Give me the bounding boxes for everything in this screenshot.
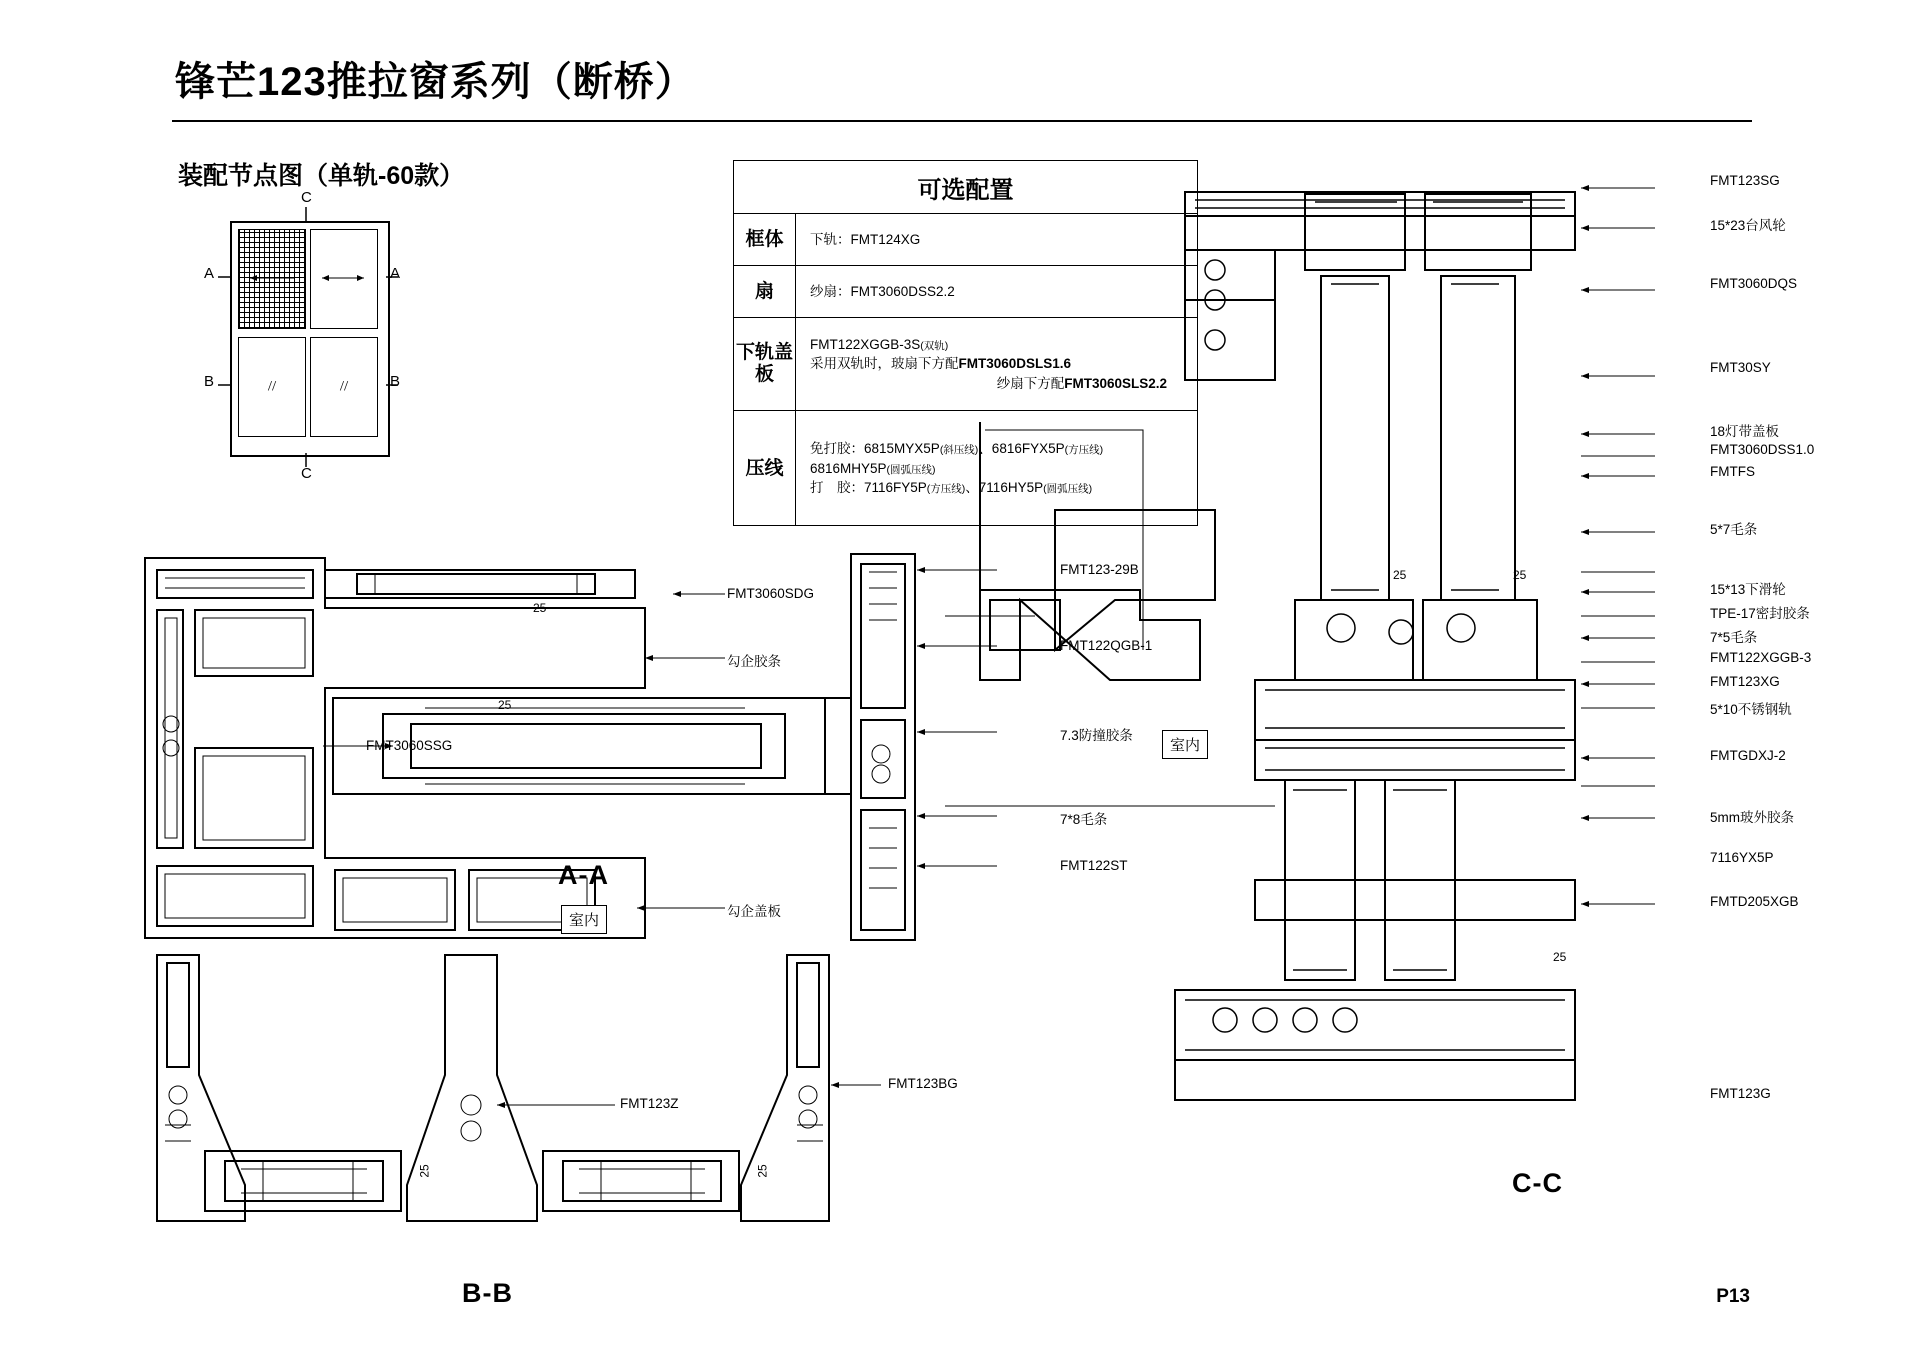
config-row-bottom-track-cover xyxy=(734,318,1197,411)
callout-aa-3: FMT3060SSG xyxy=(366,738,453,753)
section-cc-drawing xyxy=(1155,180,1735,1180)
callout-cc-12: FMT122XGGB-3 xyxy=(1710,650,1812,665)
callout-cc-5: 18灯带盖板 xyxy=(1710,424,1780,439)
section-cc-left-bracket xyxy=(960,420,1220,940)
config-value-line: FMT122XGGB-3S(双轨) xyxy=(810,336,949,352)
config-row-key: 框体 xyxy=(734,214,796,265)
section-cc-dim-3: 25 xyxy=(1553,950,1567,964)
config-row-key: 扇 xyxy=(734,266,796,317)
callout-cc-18: FMTD205XGB xyxy=(1710,894,1799,909)
config-value-line: 纱扇：FMT3060DSS2.2 xyxy=(810,283,955,299)
config-row-sash xyxy=(734,266,1197,318)
callout-aa-4: 勾企盖板 xyxy=(727,904,781,919)
section-bb-dim-2: 25 xyxy=(755,1164,770,1178)
callout-cc-3: FMT3060DQS xyxy=(1710,276,1798,291)
callout-aa-7: 7.3防撞胶条 xyxy=(1060,728,1133,743)
callout-bb-1: FMT123Z xyxy=(620,1096,679,1111)
config-row-frame xyxy=(734,214,1197,266)
key-plan-arrows xyxy=(218,207,401,467)
callout-aa-8: 7*8毛条 xyxy=(1060,812,1108,827)
config-row-key: 下轨盖板 xyxy=(734,318,796,410)
callout-cc-11: 7*5毛条 xyxy=(1710,630,1758,645)
config-value-line: 打 胶：7116FY5P(方压线)、7116HY5P(圆弧压线) xyxy=(810,480,1093,496)
page-number: P13 xyxy=(1716,1286,1750,1307)
config-row-key: 压线 xyxy=(734,411,796,526)
config-value-line: 6816MHY5P(圆弧压线) xyxy=(810,460,936,476)
key-plan-mark-c-top: C xyxy=(301,189,312,206)
section-subtitle: 装配节点图（单轨-60款） xyxy=(178,162,465,190)
key-plan-mark-a-left: A xyxy=(204,265,215,282)
callout-cc-17: 7116YX5P xyxy=(1710,850,1774,865)
callout-aa-5: FMT123-29B xyxy=(1060,562,1139,577)
section-bb-drawing xyxy=(145,955,845,1245)
callout-cc-10: TPE-17密封胶条 xyxy=(1710,606,1810,621)
config-row-value xyxy=(796,214,1197,265)
callout-cc-13: FMT123XG xyxy=(1710,674,1780,689)
callout-cc-19: FMT123G xyxy=(1710,1086,1771,1101)
key-plan-mark-b-right: B xyxy=(390,373,401,390)
section-cc-dim-2: 25 xyxy=(1513,568,1527,582)
section-cc-label: C-C xyxy=(1512,1168,1563,1198)
config-value-line: 纱扇下方配FMT3060SLS2.2 xyxy=(996,375,1167,391)
callout-cc-16: 5mm玻外胶条 xyxy=(1710,810,1794,825)
config-value-line: 采用双轨时，玻扇下方配FMT3060DSLS1.6 xyxy=(810,356,1072,372)
callout-cc-4: FMT30SY xyxy=(1710,360,1771,375)
key-plan-mark-c-bottom: C xyxy=(301,465,312,482)
key-plan-elevation xyxy=(204,189,401,482)
section-cc-dim-1: 25 xyxy=(1393,568,1407,582)
config-value-line: 下轨：FMT124XG xyxy=(810,231,921,247)
callout-cc-1: FMT123SG xyxy=(1710,173,1780,188)
callout-aa-6: FMT122QGB-1 xyxy=(1060,638,1153,653)
section-aa-indoor-badge: 室内 xyxy=(561,905,607,934)
callout-cc-9: 15*13下滑轮 xyxy=(1710,582,1786,597)
callout-cc-2: 15*23台风轮 xyxy=(1710,218,1786,233)
callout-aa-1: FMT3060SDG xyxy=(727,586,815,601)
section-cc-indoor-badge: 室内 xyxy=(1162,730,1208,759)
callout-aa-9: FMT122ST xyxy=(1060,858,1128,873)
title-divider xyxy=(172,120,1752,122)
section-aa-dim-1: 25 xyxy=(533,601,547,615)
config-table-title: 可选配置 xyxy=(734,161,1197,214)
section-aa-label: A-A xyxy=(558,860,609,890)
callout-aa-2: 勾企胶条 xyxy=(727,654,781,669)
page-title: 锋芒123推拉窗系列（断桥） xyxy=(175,60,696,104)
callout-cc-15: FMTGDXJ-2 xyxy=(1710,748,1786,763)
config-row-value xyxy=(796,266,1197,317)
section-aa-dim-2: 25 xyxy=(498,698,512,712)
callout-bb-2: FMT123BG xyxy=(888,1076,958,1091)
callout-cc-6: FMT3060DSS1.0 xyxy=(1710,442,1815,457)
key-plan-mark-b-left: B xyxy=(204,373,215,390)
callout-cc-14: 5*10不锈钢轨 xyxy=(1710,702,1792,717)
section-bb-dim-1: 25 xyxy=(417,1164,432,1178)
config-row-value xyxy=(796,318,1197,410)
callout-cc-7: FMTFS xyxy=(1710,464,1755,479)
section-bb-label: B-B xyxy=(462,1278,513,1308)
key-plan-mark-a-right: A xyxy=(390,265,401,282)
callout-cc-8: 5*7毛条 xyxy=(1710,522,1758,537)
config-value-line: 免打胶：6815MYX5P(斜压线)、6816FYX5P(方压线) xyxy=(810,441,1104,457)
